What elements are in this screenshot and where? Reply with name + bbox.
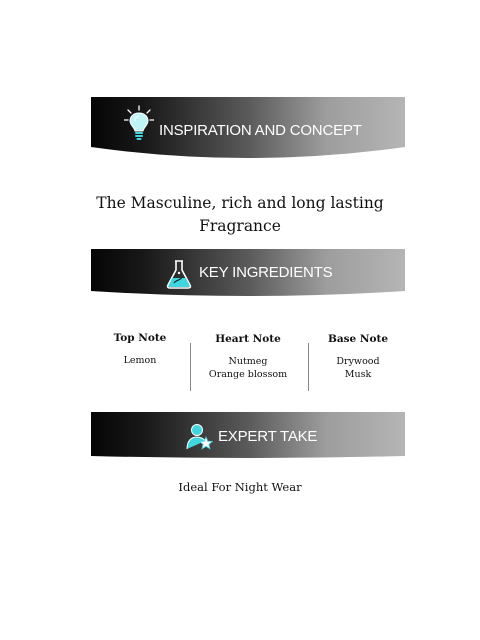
base-note-column xyxy=(318,333,398,381)
heart-note-column xyxy=(196,333,300,381)
flask-icon xyxy=(165,259,193,294)
column-divider xyxy=(308,343,309,391)
inspiration-text-line-2: Fragrance xyxy=(199,217,281,235)
base-note-item: Drywood xyxy=(336,356,380,367)
inspiration-banner xyxy=(91,97,405,163)
heart-note-item: Orange blossom xyxy=(208,369,288,380)
top-note-column xyxy=(100,332,180,367)
inspiration-title: INSPIRATION AND CONCEPT xyxy=(159,122,362,139)
base-note-item: Musk xyxy=(344,369,372,380)
expert-person-star-icon xyxy=(186,422,214,455)
ingredients-banner xyxy=(91,249,405,299)
column-divider xyxy=(190,343,191,391)
expert-banner xyxy=(91,412,405,460)
base-note-heading: Base Note xyxy=(327,333,389,345)
heart-note-heading: Heart Note xyxy=(215,333,281,345)
lightbulb-icon xyxy=(124,105,154,146)
ingredients-title: KEY INGREDIENTS xyxy=(199,264,333,281)
top-note-heading: Top Note xyxy=(113,332,167,344)
expert-text: Ideal For Night Wear xyxy=(178,480,302,494)
top-note-item: Lemon xyxy=(123,355,157,366)
expert-title: EXPERT TAKE xyxy=(218,428,318,445)
inspiration-text-line-1: The Masculine, rich and long lasting xyxy=(96,194,384,212)
inspiration-text xyxy=(90,192,390,238)
heart-note-item: Nutmeg xyxy=(228,356,268,367)
